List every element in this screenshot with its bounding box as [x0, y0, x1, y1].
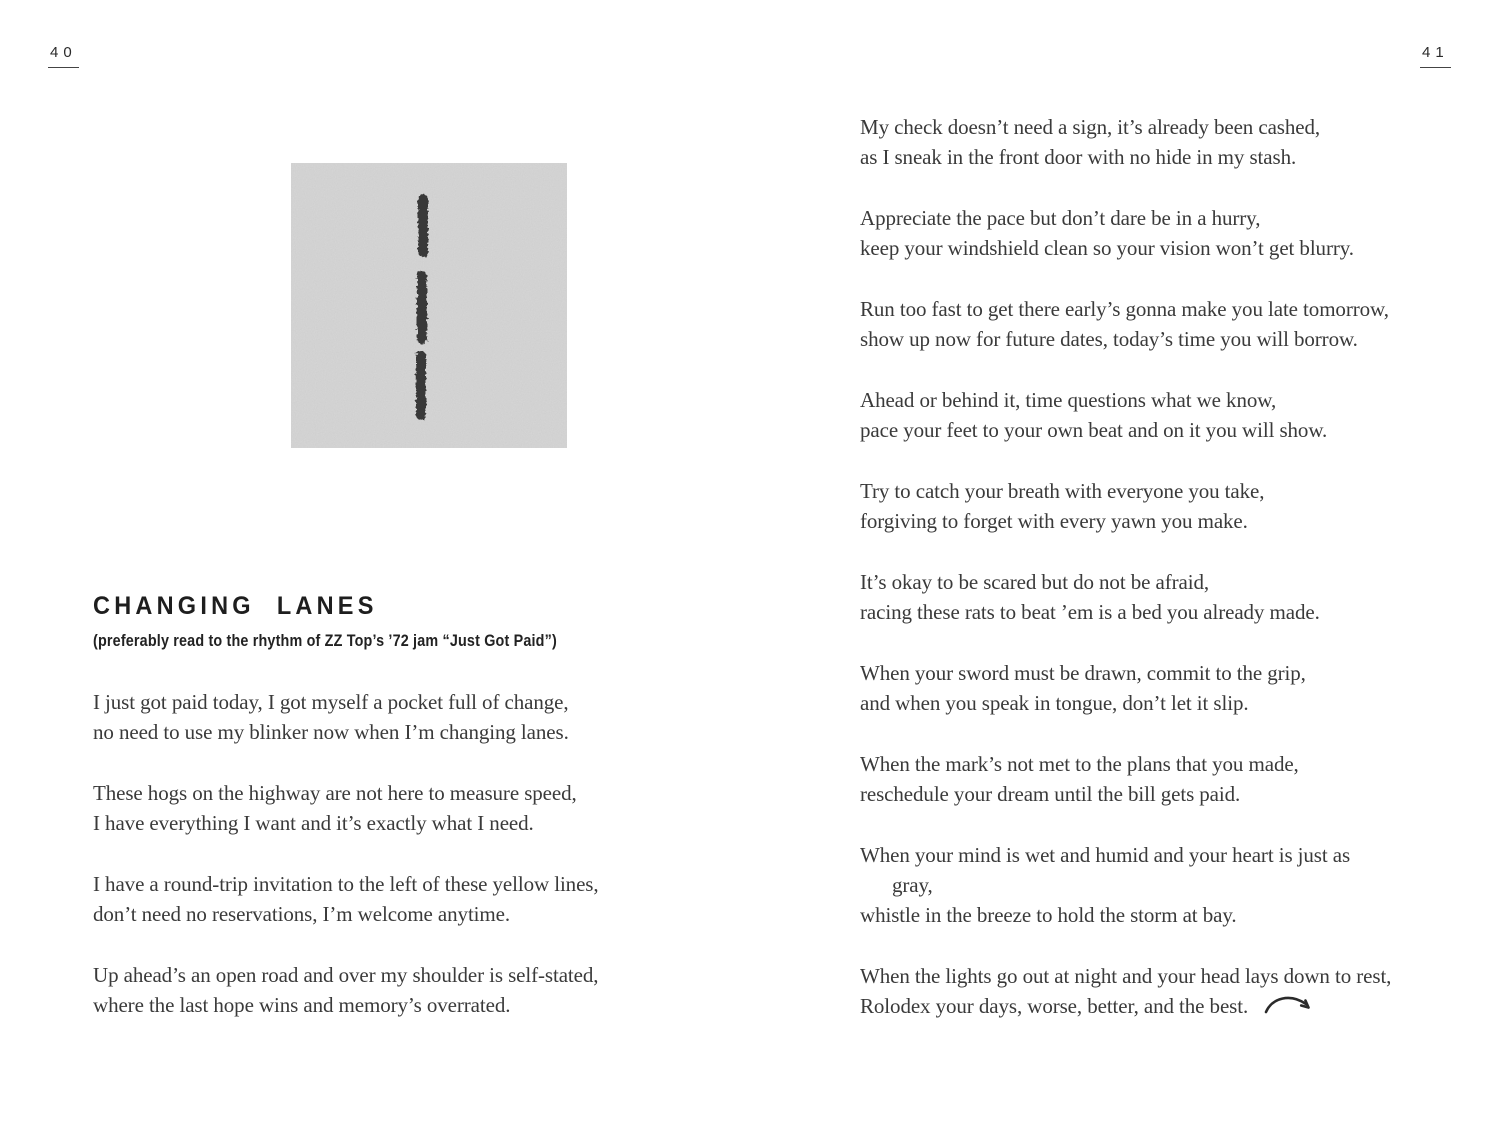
poem-line: Up ahead’s an open road and over my shoulder is self-stated, — [93, 963, 599, 987]
poem-line: When the lights go out at night and your head lays down to rest, — [860, 964, 1392, 988]
stanza — [860, 749, 1460, 809]
stanza — [860, 840, 1460, 930]
poem-line-text: Rolodex your days, worse, better, and the best. — [860, 994, 1249, 1018]
poem-line: reschedule your dream until the bill gets paid. — [860, 782, 1241, 806]
stanza — [860, 658, 1460, 718]
poem-right-column — [860, 112, 1460, 1052]
paper-grain-texture — [291, 163, 567, 448]
poem-line: Try to catch your breath with everyone you take, — [860, 479, 1265, 503]
poem-line: It’s okay to be scared but do not be afraid, — [860, 570, 1209, 594]
lane-dash-bottom — [416, 351, 426, 420]
lane-dash-middle — [417, 271, 427, 344]
stanza — [93, 869, 733, 929]
poem-line: racing these rats to beat ’em is a bed you already made. — [860, 600, 1320, 624]
poem-line: I just got paid today, I got myself a pocket full of change, — [93, 690, 569, 714]
page-number-left: 40 — [48, 44, 79, 68]
poem-title: CHANGING LANES — [93, 592, 378, 620]
poem-line: keep your windshield clean so your vision won’t get blurry. — [860, 236, 1354, 260]
lane-dash-top — [418, 194, 428, 257]
stanza — [93, 778, 733, 838]
lane-dashes-illustration — [291, 163, 567, 448]
poem-line: I have a round-trip invitation to the left of these yellow lines, — [93, 872, 599, 896]
lane-dashes-artwork — [291, 163, 567, 448]
poem-line: don’t need no reservations, I’m welcome anytime. — [93, 902, 511, 926]
poem-subtitle: (preferably read to the rhythm of ZZ Top’s ’72 jam “Just Got Paid”) — [93, 632, 557, 650]
stanza — [860, 294, 1460, 354]
poem-line: When the mark’s not met to the plans that you made, — [860, 752, 1299, 776]
stanza — [860, 476, 1460, 536]
poem-line — [860, 991, 1460, 1021]
poem-line: pace your feet to your own beat and on it you will show. — [860, 418, 1328, 442]
stanza — [860, 567, 1460, 627]
poem-line-runover: gray, — [892, 873, 933, 897]
stanza — [860, 961, 1460, 1021]
poem-line: forgiving to forget with every yawn you make. — [860, 509, 1248, 533]
poem-line: Appreciate the pace but don’t dare be in a hurry, — [860, 206, 1261, 230]
poem-line: as I sneak in the front door with no hide in my stash. — [860, 145, 1297, 169]
poem-line: I have everything I want and it’s exactly what I need. — [93, 811, 534, 835]
poem-line: My check doesn’t need a sign, it’s already been cashed, — [860, 115, 1321, 139]
poem-line: show up now for future dates, today’s time you will borrow. — [860, 327, 1358, 351]
page-number-right: 41 — [1420, 44, 1451, 68]
poem-line: no need to use my blinker now when I’m changing lanes. — [93, 720, 569, 744]
poem-line: When your sword must be drawn, commit to the grip, — [860, 661, 1306, 685]
stanza — [860, 203, 1460, 263]
poem-line: where the last hope wins and memory’s overrated. — [93, 993, 511, 1017]
poem-line: and when you speak in tongue, don’t let it slip. — [860, 691, 1249, 715]
poem-line: Run too fast to get there early’s gonna make you late tomorrow, — [860, 297, 1389, 321]
continuation-arrow-icon — [1262, 991, 1314, 1017]
poem-line: These hogs on the highway are not here to measure speed, — [93, 781, 577, 805]
poem-left-column — [93, 687, 733, 1051]
poem-line: whistle in the breeze to hold the storm at bay. — [860, 903, 1237, 927]
poem-line: Ahead or behind it, time questions what we know, — [860, 388, 1277, 412]
stanza — [93, 687, 733, 747]
stanza — [93, 960, 733, 1020]
stanza — [860, 385, 1460, 445]
poem-line: When your mind is wet and humid and your heart is just as — [860, 843, 1351, 867]
stanza — [860, 112, 1460, 172]
